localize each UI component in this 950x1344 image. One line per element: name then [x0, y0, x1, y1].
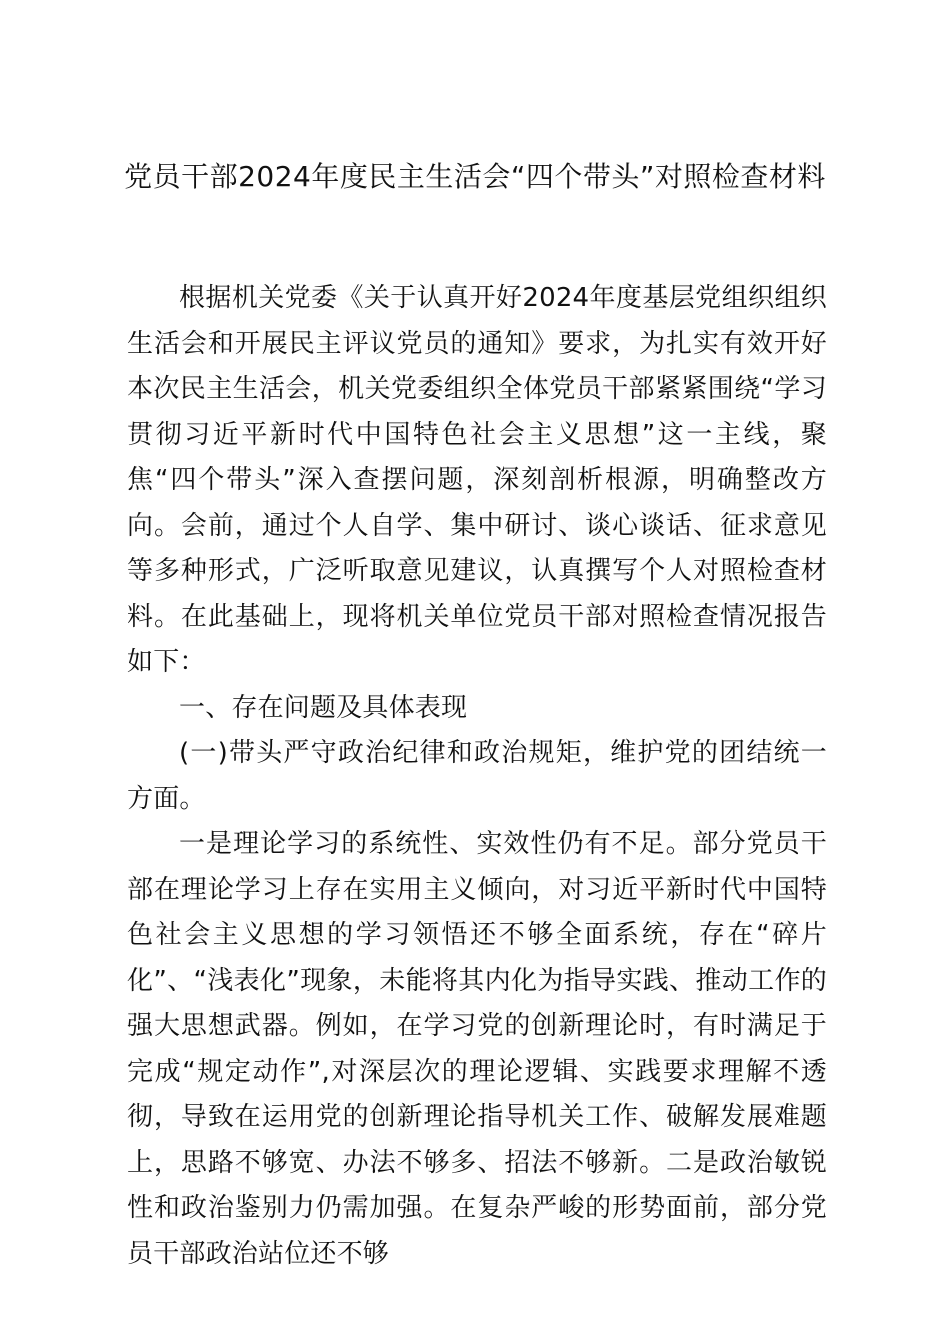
paragraph-details: 一是理论学习的系统性、实效性仍有不足。部分党员干部在理论学习上存在实用主义倾向，对习近平新时代中国特色社会主义思想的学习领悟还不够全面系统，存在“碎片化”、“浅表化”现象，未能将其内化为指导实践、推动工作的强大思想武器。例如，在学习党的创新理论时，有时满足于完成“规定动作”,对深层次的理论逻辑、实践要求理解不透彻，导致在运用党的创新理论指导机关工作、破解发展难题上，思路不够宽、办法不够多、招法不够新。二是政治敏锐性和政治鉴别力仍需加强。在复杂严峻的形势面前，部分党员干部政治站位还不够 — [127, 829, 827, 1269]
document-title: 党员干部2024年度民主生活会“四个带头”对照检查材料 — [124, 160, 826, 193]
subsection-heading-1: (一)带头严守政治纪律和政治规矩，维护党的团结统一方面。 — [127, 738, 827, 814]
document-body — [127, 276, 827, 1277]
paragraph-intro: 根据机关党委《关于认真开好2024年度基层党组织组织生活会和开展民主评议党员的通知》要求，为扎实有效开好本次民主生活会，机关党委组织全体党员干部紧紧围绕“学习贯彻习近平新时代中国特色社会主义思想”这一主线，聚焦“四个带头”深入查摆问题，深刻剖析根源，明确整改方向。会前，通过个人自学、集中研讨、谈心谈话、征求意见等多种形式，广泛听取意见建议，认真撰写个人对照检查材料。在此基础上，现将机关单位党员干部对照检查情况报告如下： — [127, 283, 827, 677]
section-heading-problems: 一、存在问题及具体表现 — [179, 692, 468, 723]
